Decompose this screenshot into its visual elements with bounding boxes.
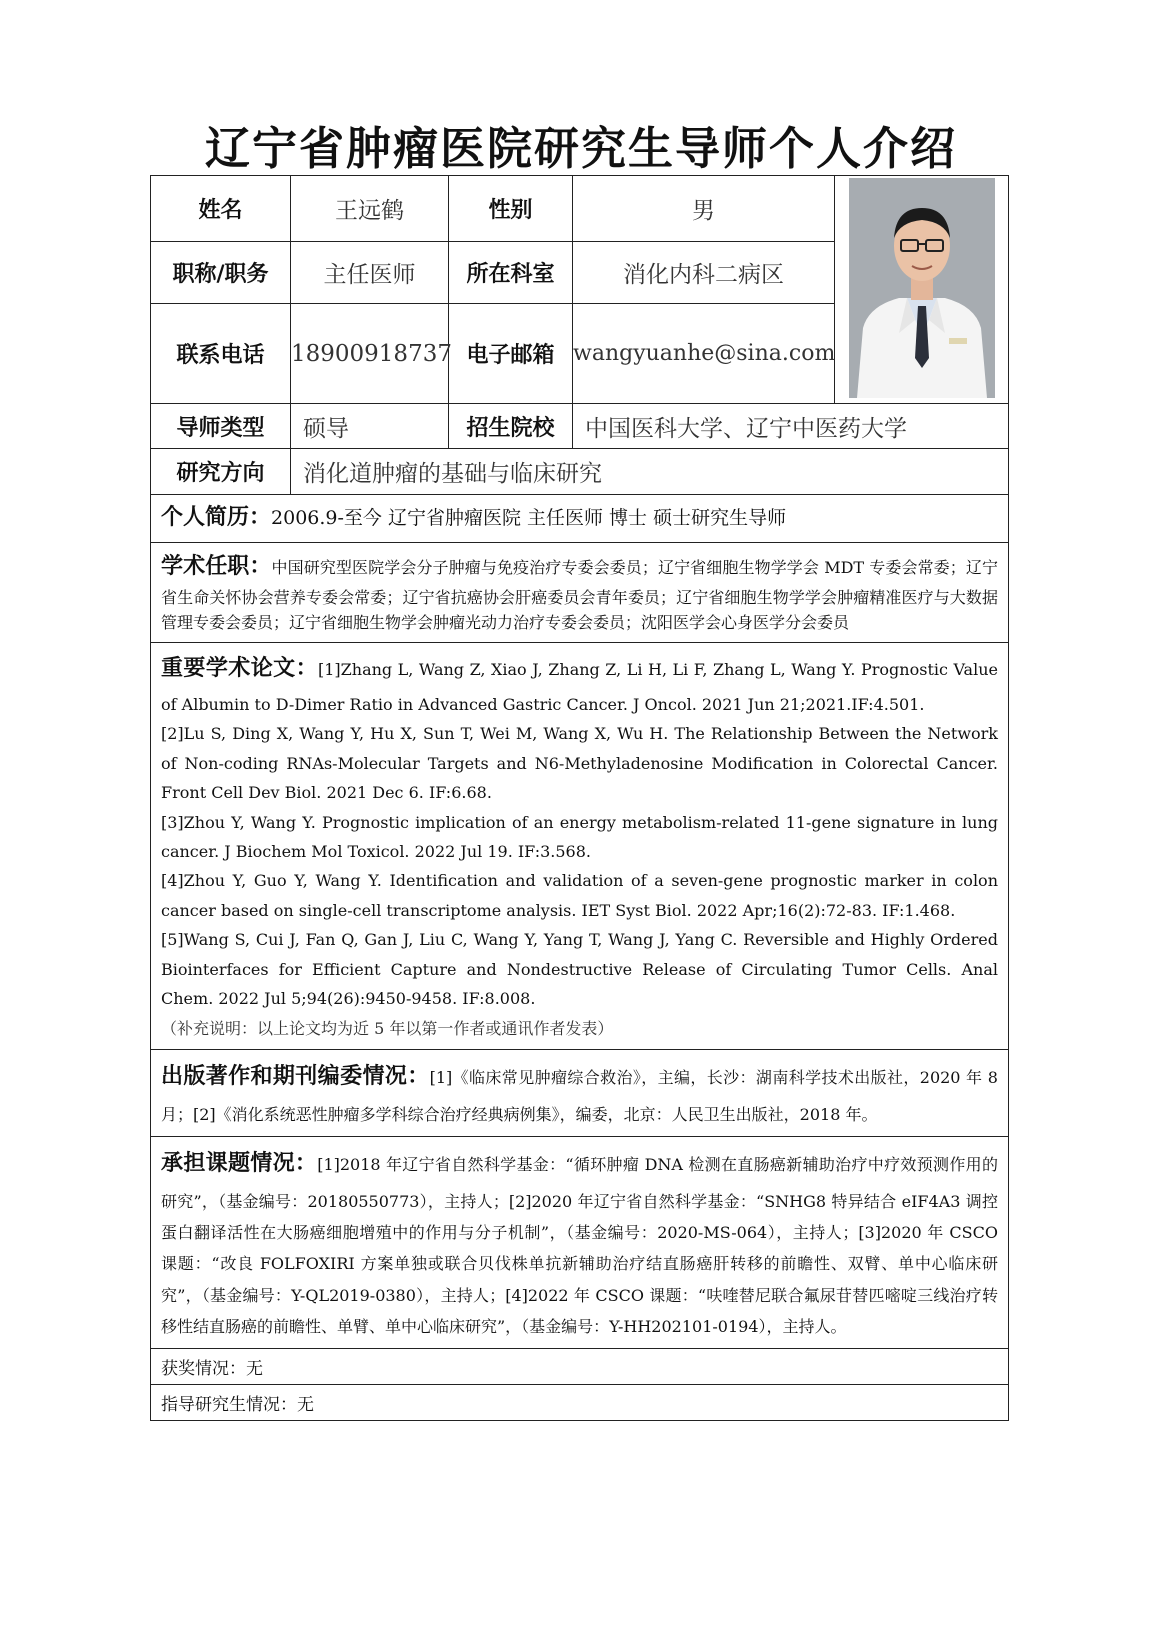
profile-table xyxy=(150,175,1009,1421)
projects-label: 承担课题情况： xyxy=(161,1151,318,1177)
portrait-image xyxy=(849,178,995,398)
title-label: 职称/职务 xyxy=(151,242,291,304)
papers-label: 重要学术论文： xyxy=(161,656,318,682)
paper-1: [1]Zhang L, Wang Z, Xiao J, Zhang Z, Li H, Li F, Zhang L, Wang Y. Prognostic Value of Albumin to D-Dimer Ratio in Advanced Gastric Cancer. J Oncol. 2021 Jun 21;2021.IF:4.501. xyxy=(161,660,998,714)
phone-value: 18900918737 xyxy=(291,304,449,404)
gender-label: 性别 xyxy=(449,176,573,242)
name-label: 姓名 xyxy=(151,176,291,242)
school-label: 招生院校 xyxy=(449,404,573,449)
dept-value: 消化内科二病区 xyxy=(573,242,835,304)
research-value: 消化道肿瘤的基础与临床研究 xyxy=(291,449,1009,495)
resume-label: 个人简历： xyxy=(161,505,272,530)
paper-4: [4]Zhou Y, Guo Y, Wang Y. Identification and validation of a seven-gene prognostic marker in colon cancer based on single-cell transcriptome analysis. IET Syst Biol. 2022 Apr;16(2):72-83. IF:1.468. xyxy=(161,871,998,920)
books-text: [1]《临床常见肿瘤综合救治》，主编，长沙：湖南科学技术出版社，2020 年 8 月；[2]《消化系统恶性肿瘤多学科综合治疗经典病例集》，编委，北京：人民卫生出版社，2018 年。 xyxy=(161,1068,998,1124)
photo-cell xyxy=(835,176,1009,404)
name-value: 王远鹤 xyxy=(291,176,449,242)
page-title: 辽宁省肿瘤医院研究生导师个人介绍 xyxy=(204,122,957,175)
papers-section xyxy=(151,643,1009,1050)
resume-section xyxy=(151,495,1009,543)
dept-label: 所在科室 xyxy=(449,242,573,304)
email-label: 电子邮箱 xyxy=(449,304,573,404)
awards-row: 获奖情况：无 xyxy=(151,1348,1009,1384)
projects-section xyxy=(151,1137,1009,1349)
books-label: 出版著作和期刊编委情况： xyxy=(161,1064,430,1090)
title-value: 主任医师 xyxy=(291,242,449,304)
paper-5: [5]Wang S, Cui J, Fan Q, Gan J, Liu C, Wang Y, Yang T, Wang J, Yang C. Reversible and Highly Ordered Biointerfaces for Efficient Capture and Nondestructive Release of Circulating Tumor Cells. Anal Chem. 2022 Jul 5;94(26):9450-9458. IF:8.008. xyxy=(161,930,998,1009)
paper-2: [2]Lu S, Ding X, Wang Y, Hu X, Sun T, Wei M, Wang X, Wu H. The Relationship Between the Network of Non-coding RNAs-Molecular Targets and N6-Methyladenosine Modification in Colorectal Cancer. Front Cell Dev Biol. 2021 Dec 6. IF:6.68. xyxy=(161,724,998,803)
email-value: wangyuanhe@sina.com xyxy=(573,304,835,404)
school-value: 中国医科大学、辽宁中医药大学 xyxy=(573,404,1009,449)
academic-text: 中国研究型医院学会分子肿瘤与免疫治疗专委会委员；辽宁省细胞生物学学会 MDT 专委会常委；辽宁省生命关怀协会营养专委会常委；辽宁省抗癌协会肝癌委员会青年委员；辽宁省细胞生物学学会肿瘤精准医疗与大数据管理专委会委员；辽宁省细胞生物学会肿瘤光动力治疗专委会委员；沈阳医学会心身医学分会委员 xyxy=(161,557,998,633)
papers-note: （补充说明：以上论文均为近 5 年以第一作者或通讯作者发表） xyxy=(161,1018,614,1038)
research-label: 研究方向 xyxy=(151,449,291,495)
phone-label: 联系电话 xyxy=(151,304,291,404)
students-row: 指导研究生情况：无 xyxy=(151,1384,1009,1420)
type-value: 硕导 xyxy=(291,404,449,449)
projects-text: [1]2018 年辽宁省自然科学基金：“循环肿瘤 DNA 检测在直肠癌新辅助治疗中疗效预测作用的研究”，（基金编号：20180550773），主持人；[2]2020 年辽宁省自然科学基金：“SNHG8 特异结合 eIF4A3 调控蛋白翻译活性在大肠癌细胞增殖中的作用与分子机制”，（基金编号：2020-MS-064），主持人；[3]2020 年 CSCO 课题：“改良 FOLFOXIRI 方案单独或联合贝伐株单抗新辅助治疗结直肠癌肝转移的前瞻性、双臂、单中心临床研究”，（基金编号：Y-QL2019-0380），主持人；[4]2022 年 CSCO 课题：“呋喹替尼联合氟尿苷替匹嘧啶三线治疗转移性结直肠癌的前瞻性、单臂、单中心临床研究”，（基金编号：Y-HH202101-0194），主持人。 xyxy=(161,1155,998,1336)
books-section xyxy=(151,1050,1009,1137)
gender-value: 男 xyxy=(573,176,835,242)
profile-photo xyxy=(849,178,995,398)
type-label: 导师类型 xyxy=(151,404,291,449)
paper-3: [3]Zhou Y, Wang Y. Prognostic implication of an energy metabolism-related 11-gene signature in lung cancer. J Biochem Mol Toxicol. 2022 Jul 19. IF:3.568. xyxy=(161,812,998,861)
academic-label: 学术任职： xyxy=(161,553,272,579)
resume-text: 2006.9-至今 辽宁省肿瘤医院 主任医师 博士 硕士研究生导师 xyxy=(271,507,787,529)
academic-section xyxy=(151,542,1009,642)
